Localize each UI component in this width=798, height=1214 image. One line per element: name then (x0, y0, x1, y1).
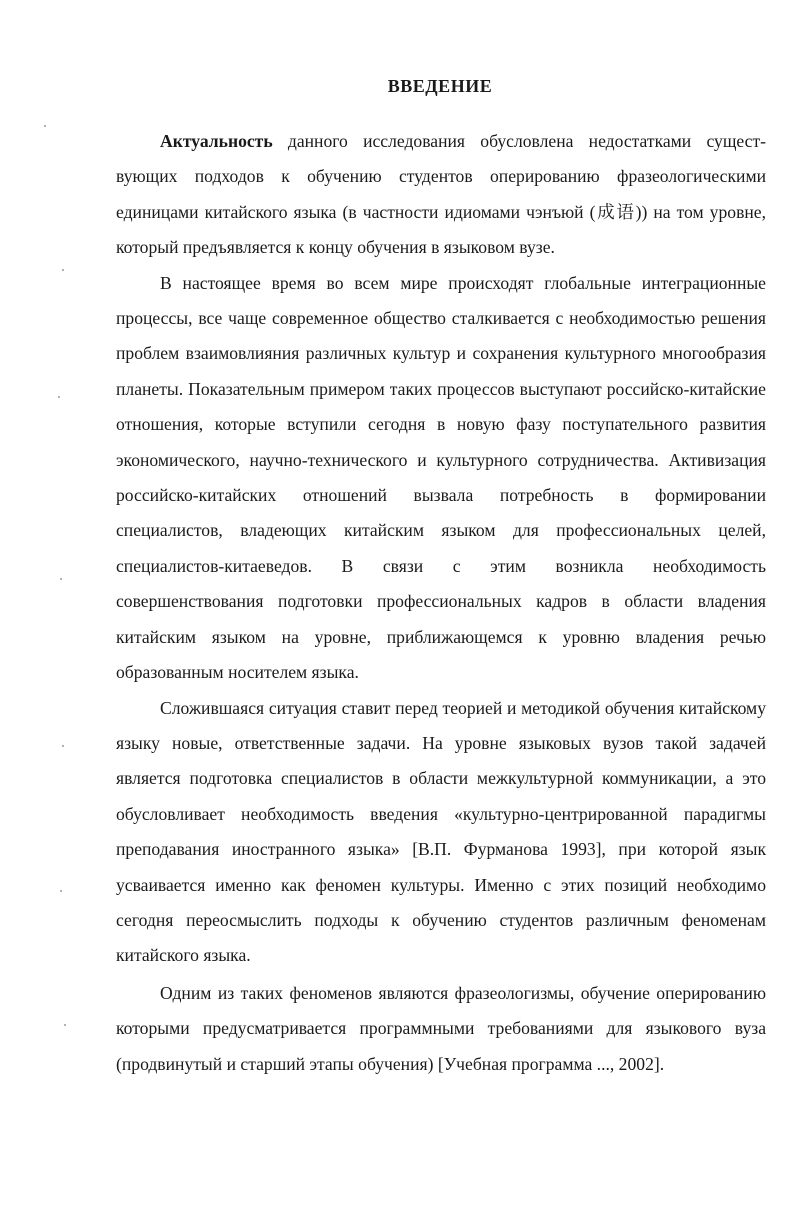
paragraph-relevance (116, 124, 766, 266)
scan-mark (60, 890, 62, 892)
paragraph-context (116, 266, 766, 691)
page-title: ВВЕДЕНИЕ (387, 76, 493, 96)
scan-mark (62, 745, 64, 747)
scan-mark (62, 269, 64, 271)
paragraph-text: данного исследования обусловлена недостатками существующих подходов к обучению студентов оперированию фразеологическими единицами китайского языка (в частности идиомами чэнъюй (成语)) на том уровне, который предъявляется к концу обучения в языковом вузе. (116, 131, 766, 258)
scan-mark (60, 578, 62, 580)
scan-mark (44, 125, 46, 127)
paragraph-phenomena (116, 976, 766, 1082)
paragraph-text: В настоящее время во всем мире происходят глобальные интеграционные процессы, все чаще современное общество сталкивается с необходимостью решения проблем взаимовлияния различных культур и сохранения культурного многообразия планеты. Показательным примером таких процессов выступают российско-китайские отношения, которые вступили сегодня в новую фазу поступательного развития экономического, научно-технического и культурного сотрудничества. Активизация российско-китайских отношений вызвала потребность в формировании специалистов, владеющих китайским языком для профессиональных целей, специалистов-китаеведов. В связи с этим возникла необходимость совершенствования подготовки профессиональных кадров в области владения китайским языком на уровне, приближающемся к уровню владения речью образованным носителем языка. (116, 272, 766, 683)
scan-mark (64, 1024, 66, 1026)
relevance-term: Актуальность (160, 131, 273, 151)
paragraph-text: Одним из таких феноменов являются фразеологизмы, обучение оперированию которыми предусматривается программными требованиями для языкового вуза (продвинутый и старший этапы обучения) [Учебная программа ..., 2002]. (116, 982, 766, 1074)
paragraph-situation (116, 691, 766, 974)
scan-mark (58, 396, 60, 398)
paragraph-text: Сложившаяся ситуация ставит перед теорией и методикой обучения китайскому языку новые, ответственные задачи. На уровне языковых вузов такой задачей является подготовка специалистов в области межкультурной коммуникации, а это обусловливает необходимость введения «культурно-центрированной парадигмы преподавания иностранного языка» [В.П. Фурманова 1993], при которой язык усваивается именно как феномен культуры. Именно с этих позиций необходимо сегодня переосмыслить подходы к обучению студентов различным феноменам китайского языка. (116, 697, 766, 966)
document-body (116, 124, 766, 1082)
